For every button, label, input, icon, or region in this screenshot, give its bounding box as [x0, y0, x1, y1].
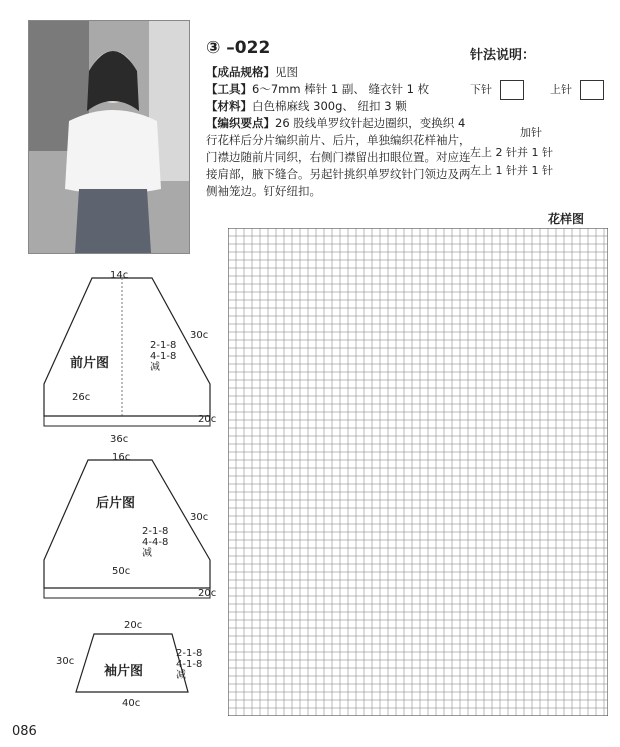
back-rib: 20c [198, 588, 217, 599]
front-rib: 20c [198, 414, 217, 425]
back-decrease: 2-1-8 4-4-8 减 [142, 526, 169, 559]
back-height: 30c [190, 512, 209, 523]
spec-notes: 【编织要点】26 股线单罗纹针起边圈织，变换织 4 行花样后分片编织前片、后片，单独编织花样袖片，门襟边随前片同织，右侧门襟留出扣眼位置。对应连接肩部，腋下缝合。另起针挑织单罗纹针门领边及两侧袖笼边。钉好纽扣。 [206, 116, 471, 198]
spec-material: 【材料】白色棉麻线 300g、 纽扣 3 颗 [206, 99, 407, 113]
front-height: 30c [190, 330, 209, 341]
legend-increase: 加针 [520, 126, 542, 139]
spec-tools: 【工具】6～7mm 棒针 1 副、 缝衣针 1 枚 [206, 82, 430, 96]
front-side-width: 26c [72, 392, 91, 403]
front-bottom-width: 36c [110, 434, 129, 445]
legend-knit: 下针 [470, 80, 524, 100]
back-top-width: 16c [112, 452, 131, 463]
legend-purl: 上针 [550, 80, 604, 100]
front-top-width: 14c [110, 270, 129, 281]
page-number: 086 [12, 724, 37, 739]
back-piece-label: 后片图 [96, 496, 136, 511]
sleeve-height: 30c [56, 656, 75, 667]
sleeve-bottom-width: 40c [122, 698, 141, 709]
sleeve-decrease: 2-1-8 4-1-8 减 [176, 648, 203, 681]
stitch-chart-grid [228, 228, 608, 716]
chart-title: 花样图 [548, 212, 585, 226]
sleeve-top-width: 20c [124, 620, 143, 631]
model-photo [28, 20, 190, 254]
front-piece [32, 266, 222, 438]
spec-size: 【成品规格】见图 [206, 65, 298, 79]
legend-left2tog: 左上 2 针并 1 针 [470, 146, 553, 159]
sleeve-piece-label: 袖片图 [104, 664, 144, 679]
model-photo-illustration [29, 21, 189, 253]
back-side-width: 50c [112, 566, 131, 577]
back-piece [32, 448, 222, 608]
legend-title: 针法说明： [470, 48, 536, 63]
front-piece-label: 前片图 [70, 356, 110, 371]
pattern-title: ③ –022 [206, 38, 271, 58]
spec-block [206, 64, 476, 200]
front-decrease: 2-1-8 4-1-8 减 [150, 340, 177, 373]
legend-left1tog: 左上 1 针并 1 针 [470, 164, 553, 177]
